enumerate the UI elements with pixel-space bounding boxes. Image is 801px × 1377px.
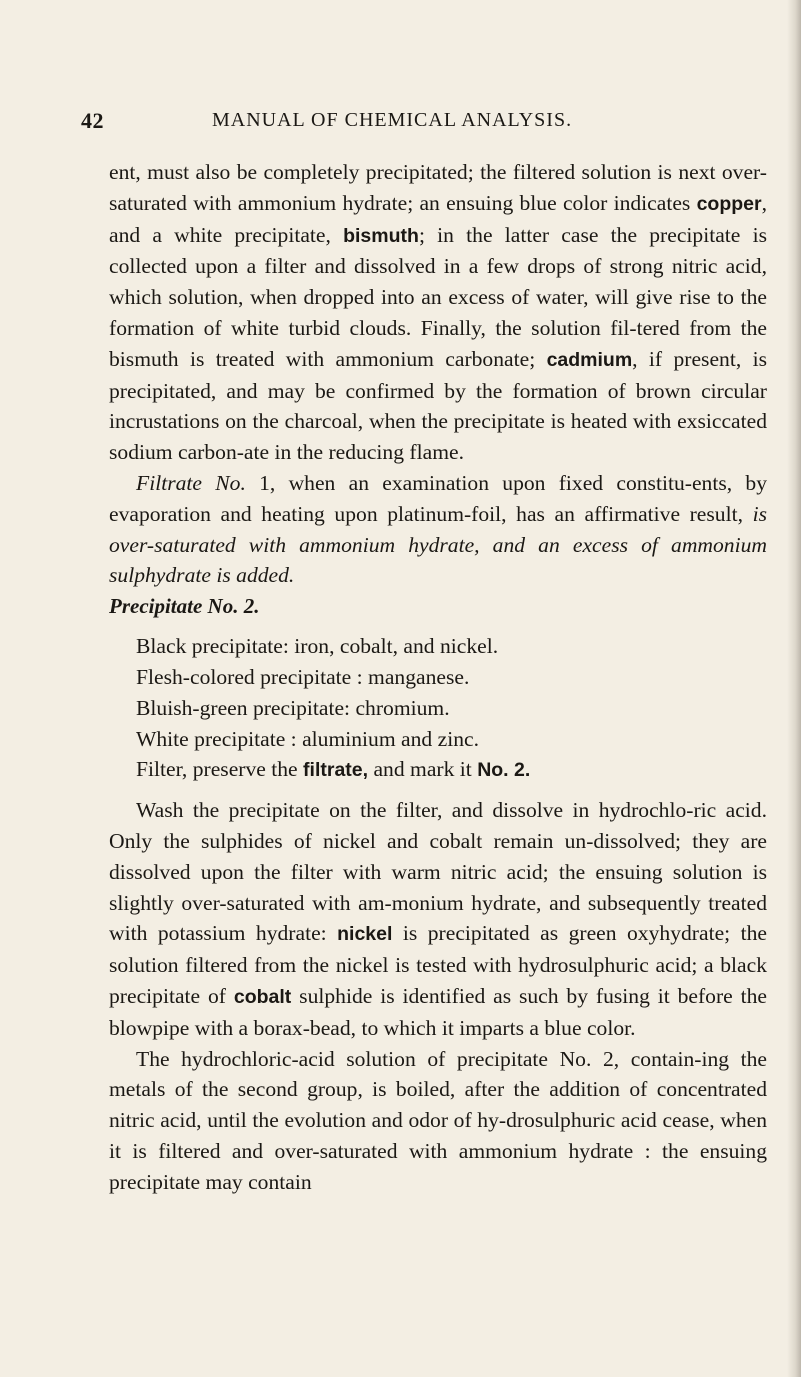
page-header [0,102,801,136]
page-edge-shadow [787,0,801,1377]
keyword-cadmium: cadmium [546,348,633,371]
paragraph-1-text-a: ent, must also be completely precipitated; the filtered solution is next over-saturated with ammonium hydrate; an ensuing blue color indicates [109,160,767,215]
body-text [109,157,767,1198]
list-line-bluish-green: Bluish-green precipitate: chromium. [136,695,450,720]
list-line-black: Black precipitate: iron, cobalt, and nickel. [136,634,499,659]
paragraph-1-text-b: , and a white precipitate, [109,190,767,247]
paragraph-4: The hydrochloric-acid solution of precipitate No. 2, contain-ing the metals of the second group, is boiled, after the addition of concentrated nitric acid, until the evolution and odor of hy-drosulphuric acid cease, when it is filtered and over-saturated with ammonium hydrate : the ensuing precipitate may contain [109,1046,767,1194]
running-head: MANUAL OF CHEMICAL ANALYSIS. [212,109,573,131]
keyword-no-2: No. 2. [477,759,531,782]
precipitate-list [109,631,767,786]
paragraph-1-text-d: , if present, is precipitated, and may be confirmed by the formation of brown circular incrustations on the charcoal, when the precipitate is heated with exsiccated sodium carbon-ate in the reducing flame. [109,346,767,465]
filter-text-a: Filter, preserve the [136,757,304,782]
paragraph-3-text-c: sulphide is identified as such by fusing it before the blowpipe with a borax-bead, to which it imparts a blue color. [109,983,768,1040]
filtrate-lead: Filtrate No. [136,470,246,495]
keyword-filtrate: filtrate, [303,759,369,782]
page-number: 42 [81,108,104,133]
paragraph-3 [109,795,767,1043]
paragraph-1 [109,157,767,468]
paragraph-2 [109,468,767,591]
paragraph-1-text-c: ; in the latter case the precipitate is collected upon a filter and dissolved in a few drops of strong nitric acid, which solution, when dropped into an excess of water, will give rise to the formation of white turbid clouds. Finally, the solution fil-tered from the bismuth is treated with ammonium carbonate; [109,222,767,371]
paragraph-3-text-b: is precipitated as green oxyhydrate; the solution filtered from the nickel is tested with hydrosulphuric acid; a black precipitate of [109,921,767,1008]
paragraph-3-text-a: Wash the precipitate on the filter, and dissolve in hydrochlo-ric acid. Only the sulphides of nickel and cobalt remain un-dissolved; they are dissolved upon the filter with warm nitric acid; the ensuing solution is slightly over-saturated with am-monium hydrate, and subsequently treated with potassium hydrate: [109,798,767,946]
keyword-nickel: nickel [337,923,393,946]
filter-text-b: and mark it [368,757,478,782]
keyword-copper: copper [696,192,762,215]
paragraph-2-italic: is over-saturated with ammonium hydrate, and an excess of ammonium sulphydrate is added. [109,501,767,588]
list-line-flesh: Flesh-colored precipitate : manganese. [136,664,470,689]
list-line-white: White precipitate : aluminium and zinc. [136,726,479,751]
paragraph-2-text: 1, when an examination upon fixed constitu-ents, by evaporation and heating upon platinum-foil, has an affirmative result, [109,470,767,526]
section-heading: Precipitate No. 2. [109,594,260,619]
list-line-filter [109,754,767,786]
keyword-cobalt: cobalt [233,985,292,1008]
keyword-bismuth: bismuth [343,224,419,247]
